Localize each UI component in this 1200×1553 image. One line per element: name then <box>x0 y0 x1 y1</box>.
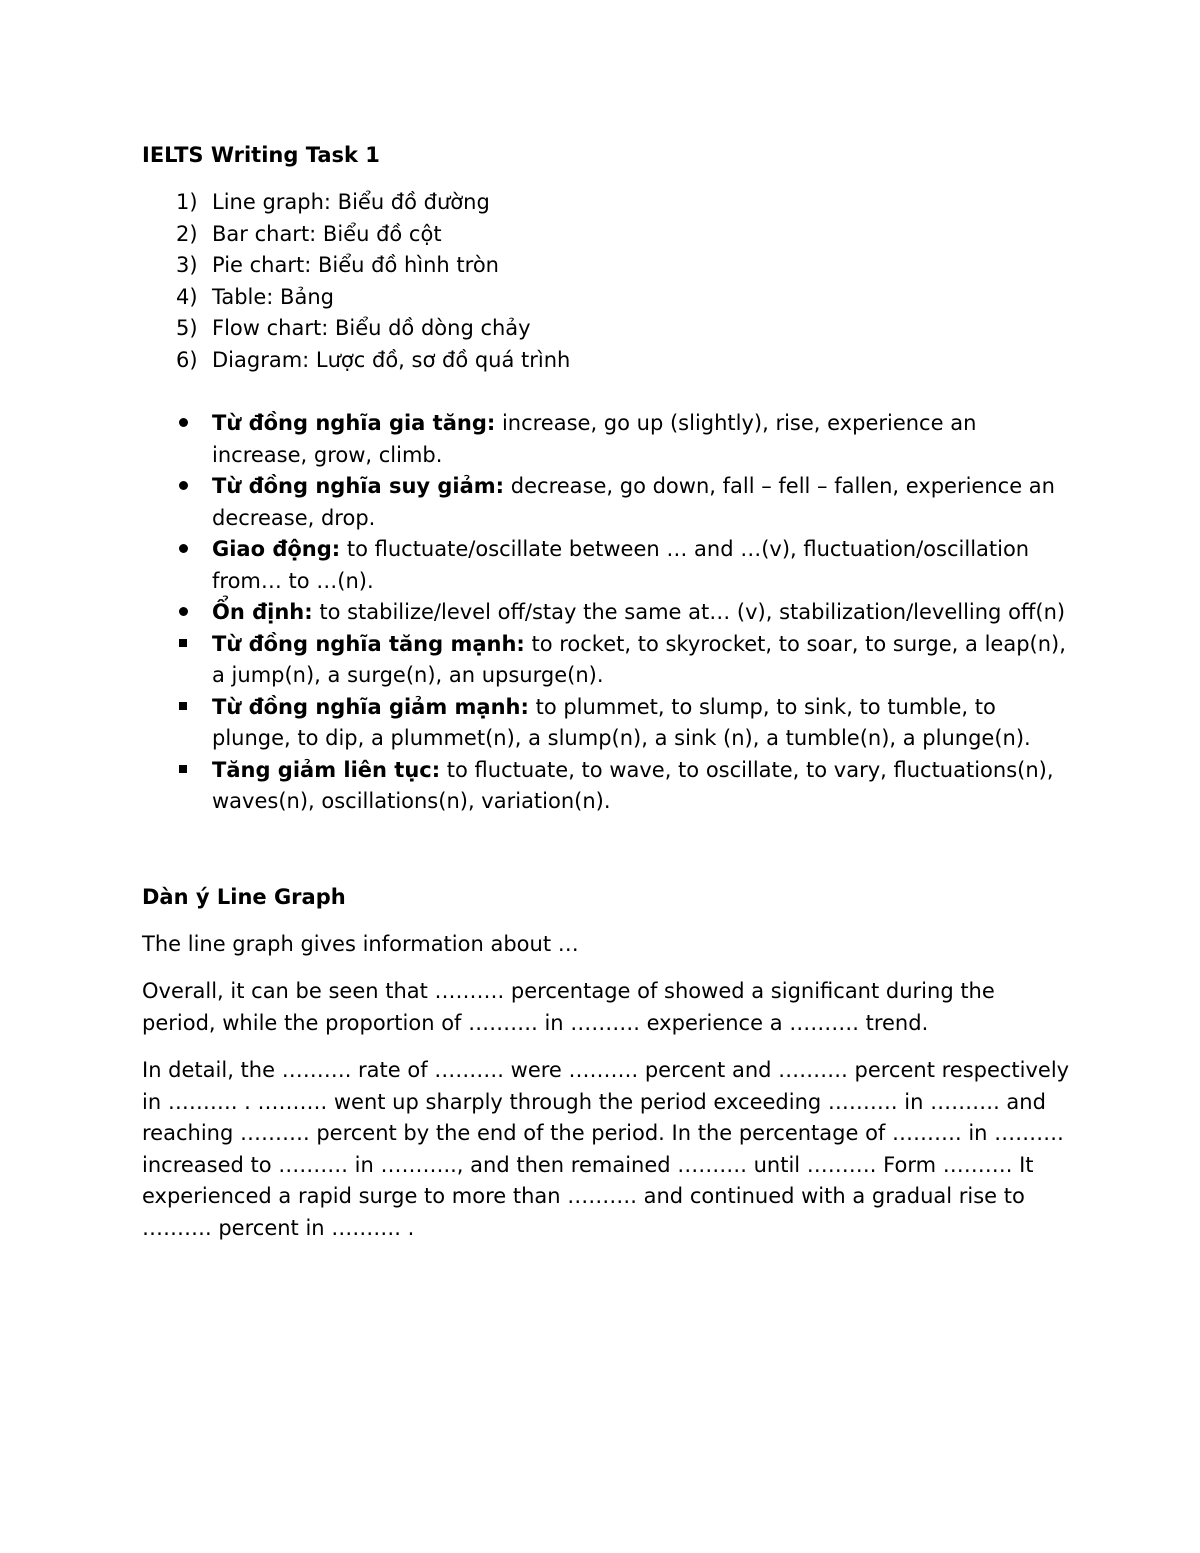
list-number: 4) <box>176 284 198 309</box>
vocab-term: Từ đồng nghĩa tăng mạnh: <box>212 631 525 656</box>
vocab-text: increase, go up (slightly), rise, experience an increase, grow, climb. <box>212 411 977 467</box>
list-text: Bar chart: Biểu đồ cột <box>212 221 442 246</box>
list-item <box>142 471 1072 534</box>
list-number: 5) <box>176 316 198 340</box>
bullet-dot-icon <box>176 534 190 566</box>
list-text: Flow chart: Biểu dồ dòng chảy <box>212 316 531 340</box>
document-title: IELTS Writing Task 1 <box>142 143 380 167</box>
vocab-term: Từ đồng nghĩa giảm mạnh: <box>212 694 529 719</box>
vocab-text: decrease, go down, fall – fell – fallen, experience an decrease, drop. <box>212 474 1055 530</box>
list-item <box>142 250 1072 282</box>
bullet-square-icon <box>176 629 190 661</box>
vocabulary-list <box>142 408 1072 818</box>
vocab-term: Ổn định: <box>212 600 313 624</box>
list-item <box>142 408 1072 471</box>
document-body <box>142 140 1072 1244</box>
list-number: 3) <box>176 253 198 277</box>
intro-paragraph: The line graph gives information about … <box>142 931 579 956</box>
vocab-text: to stabilize/level off/stay the same at… (v), stabilization/levelling off(n) <box>312 600 1066 624</box>
bullet-dot-icon <box>176 597 190 629</box>
list-item <box>142 187 1072 219</box>
vocab-text: to fluctuate, to wave, to oscillate, to vary, fluctuations(n), waves(n), oscillations(n), variation(n). <box>212 757 1054 813</box>
list-item <box>142 692 1072 755</box>
list-text: Diagram: Lược đồ, sơ đồ quá trình <box>212 347 571 372</box>
list-item <box>142 219 1072 251</box>
list-item <box>142 345 1072 377</box>
vocab-term: Từ đồng nghĩa suy giảm: <box>212 474 505 498</box>
vocab-term: Tăng giảm liên tục: <box>212 757 441 782</box>
vocab-term: Giao động: <box>212 537 341 561</box>
list-text: Pie chart: Biểu đồ hình tròn <box>212 253 499 277</box>
list-item <box>142 629 1072 692</box>
list-text: Line graph: Biểu đồ đường <box>212 190 490 214</box>
list-number: 1) <box>176 190 198 214</box>
list-item <box>142 534 1072 597</box>
chart-types-list <box>142 187 1072 376</box>
list-item <box>142 755 1072 818</box>
bullet-square-icon <box>176 692 190 724</box>
detail-paragraph: In detail, the ………. rate of ………. were ………. percent and ………. percent respectively in ………. . ………. went up sharply through the period exceeding ………. in ………. and reaching ………. percent by the end of the period. In the percentage of ………. in ………. increased to ………. in ……….., and then remained ………. until ………. Form ………. It experienced a rapid surge to more than ………. and continued with a gradual rise to ………. percent in ………. . <box>142 1058 1070 1240</box>
bullet-dot-icon <box>176 471 190 503</box>
overview-paragraph: Overall, it can be seen that ………. percentage of showed a significant during the period, while the proportion of ………. in ………. experience a ………. trend. <box>142 979 995 1035</box>
bullet-square-icon <box>176 755 190 787</box>
list-item <box>142 282 1072 314</box>
list-number: 2) <box>176 221 198 246</box>
list-number: 6) <box>176 347 198 372</box>
list-item <box>142 597 1072 629</box>
list-item <box>142 313 1072 345</box>
list-text: Table: Bảng <box>212 284 334 309</box>
vocab-text: to rocket, to skyrocket, to soar, to surge, a leap(n), a jump(n), a surge(n), an upsurge(n). <box>212 631 1066 687</box>
vocab-text: to plummet, to slump, to sink, to tumble, to plunge, to dip, a plummet(n), a slump(n), a sink (n), a tumble(n), a plunge(n). <box>212 694 1031 750</box>
outline-title: Dàn ý Line Graph <box>142 884 346 909</box>
bullet-dot-icon <box>176 408 190 440</box>
vocab-text: to fluctuate/oscillate between … and …(v), fluctuation/oscillation from… to …(n). <box>212 537 1030 593</box>
vocab-term: Từ đồng nghĩa gia tăng: <box>212 411 496 435</box>
